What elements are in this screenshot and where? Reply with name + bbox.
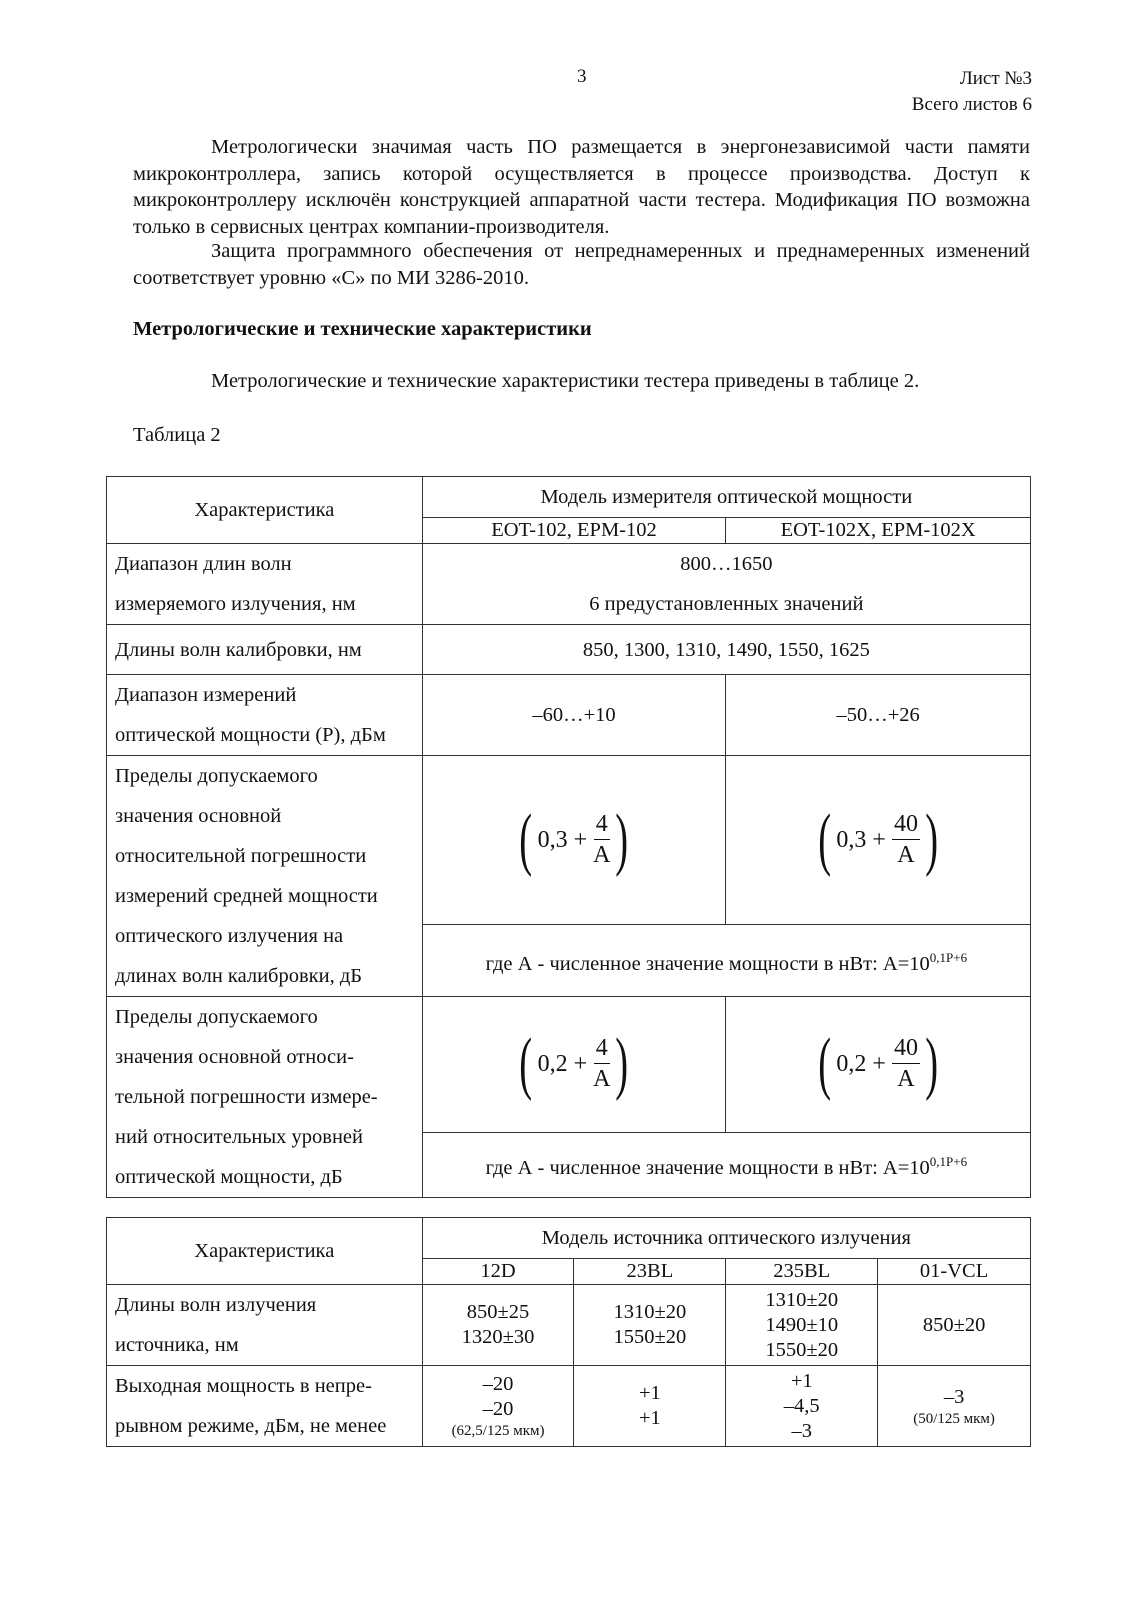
error-formula — [813, 1024, 943, 1102]
right-paren: ) — [925, 800, 939, 878]
value-line: +1 — [790, 1369, 813, 1392]
note-exponent: 0,1P+6 — [929, 1153, 968, 1169]
fraction — [593, 1033, 610, 1094]
fiber-note: (62,5/125 мкм) — [451, 1423, 545, 1439]
formula-note — [422, 925, 1030, 997]
header-model: 12D — [422, 1259, 574, 1285]
light-source-table — [106, 1217, 1031, 1447]
header-model: EOT-102, EPM-102 — [422, 518, 726, 544]
value-line: +1 — [638, 1407, 661, 1429]
row-label — [107, 544, 423, 625]
left-paren: ( — [818, 1024, 832, 1102]
header-model: EOT-102X, EPM-102X — [726, 518, 1031, 544]
paragraph-software-memory — [133, 134, 1030, 240]
table-row — [107, 1285, 1031, 1366]
formula-cell — [422, 997, 726, 1133]
row-value — [574, 1366, 726, 1447]
paragraph-software-protection — [133, 238, 1030, 291]
header-model: 23BL — [574, 1259, 726, 1285]
table-row — [107, 544, 1031, 625]
intro-text: Метрологические и технические характеристики тестера приведены в таблице 2. — [211, 370, 920, 392]
label-line: тельной погрешности измере- — [115, 1086, 378, 1108]
formula-constant: 0,2 + — [836, 1050, 886, 1077]
header-model: 01-VCL — [878, 1259, 1031, 1285]
row-value: 850, 1300, 1310, 1490, 1550, 1625 — [422, 625, 1030, 675]
value-line: –4,5 — [783, 1394, 820, 1417]
label-line: источника, нм — [115, 1334, 239, 1356]
header-characteristic: Характеристика — [107, 477, 423, 544]
row-label — [107, 756, 423, 997]
total-sheets: Всего листов 6 — [911, 94, 1032, 115]
right-paren: ) — [925, 1024, 939, 1102]
label-line: Диапазон длин волн — [115, 553, 292, 575]
numerator: 4 — [594, 809, 610, 840]
formula-note — [422, 1132, 1030, 1197]
note-exponent: 0,1P+6 — [929, 949, 968, 965]
power-meter-table — [106, 476, 1031, 1198]
row-value — [422, 544, 1030, 625]
value-line: 1490±10 — [765, 1313, 839, 1336]
value-line: –20 — [482, 1373, 514, 1395]
denominator: A — [897, 842, 915, 869]
table-header-row — [107, 477, 1031, 518]
label-line: длинах волн калибровки, дБ — [115, 965, 363, 987]
section-title: Метрологические и технические характеристики — [133, 318, 592, 340]
row-label — [107, 1366, 423, 1447]
fiber-note: (50/125 мкм) — [913, 1410, 995, 1427]
denominator: A — [593, 842, 611, 869]
formula-constant: 0,2 + — [537, 1050, 588, 1077]
label-line: Выходная мощность в непре- — [115, 1375, 372, 1397]
row-label — [107, 997, 423, 1198]
sheet-info — [912, 66, 1032, 118]
row-value — [574, 1285, 726, 1366]
label-line: измеряемого излучения, нм — [115, 593, 356, 615]
label-line: рывном режиме, дБм, не менее — [115, 1415, 387, 1437]
label-line: измерений средней мощности — [115, 885, 378, 907]
value-line: 6 предустановленных значений — [589, 593, 864, 615]
right-paren: ) — [615, 1024, 629, 1102]
right-paren: ) — [615, 800, 629, 878]
fraction — [593, 809, 610, 870]
formula-constant: 0,3 + — [836, 826, 886, 853]
table-row — [107, 625, 1031, 675]
fraction — [892, 1033, 920, 1094]
sheet-number: Лист №3 — [959, 68, 1032, 89]
value-line: –20 — [482, 1398, 514, 1420]
row-value: –60…+10 — [422, 675, 726, 756]
denominator: A — [897, 1066, 915, 1093]
denominator: A — [593, 1066, 611, 1093]
header-model: 235BL — [726, 1259, 878, 1285]
label-line: Пределы допускаемого — [115, 765, 318, 787]
error-formula — [514, 1024, 634, 1102]
formula-cell — [726, 756, 1031, 925]
label-line: оптической мощности, дБ — [115, 1166, 343, 1188]
label-line: оптической мощности (P), дБм — [115, 724, 386, 746]
paragraph-text: Защита программного обеспечения от непреднамеренных и преднамеренных изменений соответствует уровню «С» по МИ 3286-2010. — [133, 240, 1030, 289]
table-header-row — [107, 1218, 1031, 1259]
label-line: ний относительных уровней — [115, 1126, 364, 1148]
value-line: 800…1650 — [680, 553, 773, 575]
numerator: 40 — [892, 809, 920, 840]
row-label — [107, 675, 423, 756]
numerator: 40 — [892, 1033, 920, 1064]
table-row — [107, 1366, 1031, 1447]
value-line: 1310±20 — [765, 1288, 839, 1311]
numerator: 4 — [594, 1033, 610, 1064]
value-line: 1550±20 — [613, 1326, 687, 1348]
formula-cell — [726, 997, 1031, 1133]
label-line: оптического излучения на — [115, 925, 344, 947]
header-characteristic: Характеристика — [107, 1218, 423, 1285]
value-line: +1 — [638, 1382, 661, 1404]
paragraph-text: Метрологически значимая часть ПО размещается в энергонезависимой части памяти микроконтроллера, запись которой осуществляется в процессе производства. Доступ к микроконтроллеру исключён конструкцией аппаратной части тестера. Модификация ПО возможна только в сервисных центрах компании-производителя. — [133, 136, 1030, 238]
label-line: Длины волн излучения — [115, 1294, 317, 1316]
row-value — [726, 1366, 878, 1447]
error-formula — [514, 800, 634, 878]
table-row — [107, 997, 1031, 1133]
label-line: Пределы допускаемого — [115, 1006, 318, 1028]
label-line: относительной погрешности — [115, 845, 367, 867]
label-line: значения основной относи- — [115, 1046, 354, 1068]
row-label — [107, 1285, 423, 1366]
label-line: значения основной — [115, 805, 282, 827]
table-caption: Таблица 2 — [133, 424, 221, 446]
value-line: 850±25 — [466, 1301, 530, 1323]
value-line: 1310±20 — [613, 1301, 687, 1323]
row-value: –50…+26 — [726, 675, 1031, 756]
note-text: где А - численное значение мощности в нВт: А=10 — [485, 1156, 930, 1179]
value-line: –3 — [943, 1385, 965, 1408]
left-paren: ( — [519, 800, 533, 878]
row-value: 850±20 — [878, 1285, 1031, 1366]
row-label: Длины волн калибровки, нм — [107, 625, 423, 675]
left-paren: ( — [519, 1024, 533, 1102]
row-value — [726, 1285, 878, 1366]
header-model-group: Модель источника оптического излучения — [422, 1218, 1030, 1259]
value-line: –3 — [791, 1419, 812, 1442]
note-text: где А - численное значение мощности в нВт: А=10 — [485, 952, 930, 975]
value-line: 1320±30 — [461, 1326, 535, 1348]
value-line: 1550±20 — [765, 1338, 839, 1361]
table-row — [107, 675, 1031, 756]
row-value — [422, 1366, 574, 1447]
error-formula — [813, 800, 943, 878]
row-value — [422, 1285, 574, 1366]
table-row — [107, 756, 1031, 925]
page-number: 3 — [577, 66, 587, 87]
fraction — [892, 809, 920, 870]
label-line: Диапазон измерений — [115, 684, 297, 706]
formula-constant: 0,3 + — [537, 826, 588, 853]
header-model-group: Модель измерителя оптической мощности — [422, 477, 1030, 518]
row-value — [878, 1366, 1031, 1447]
formula-cell — [422, 756, 726, 925]
left-paren: ( — [818, 800, 832, 878]
